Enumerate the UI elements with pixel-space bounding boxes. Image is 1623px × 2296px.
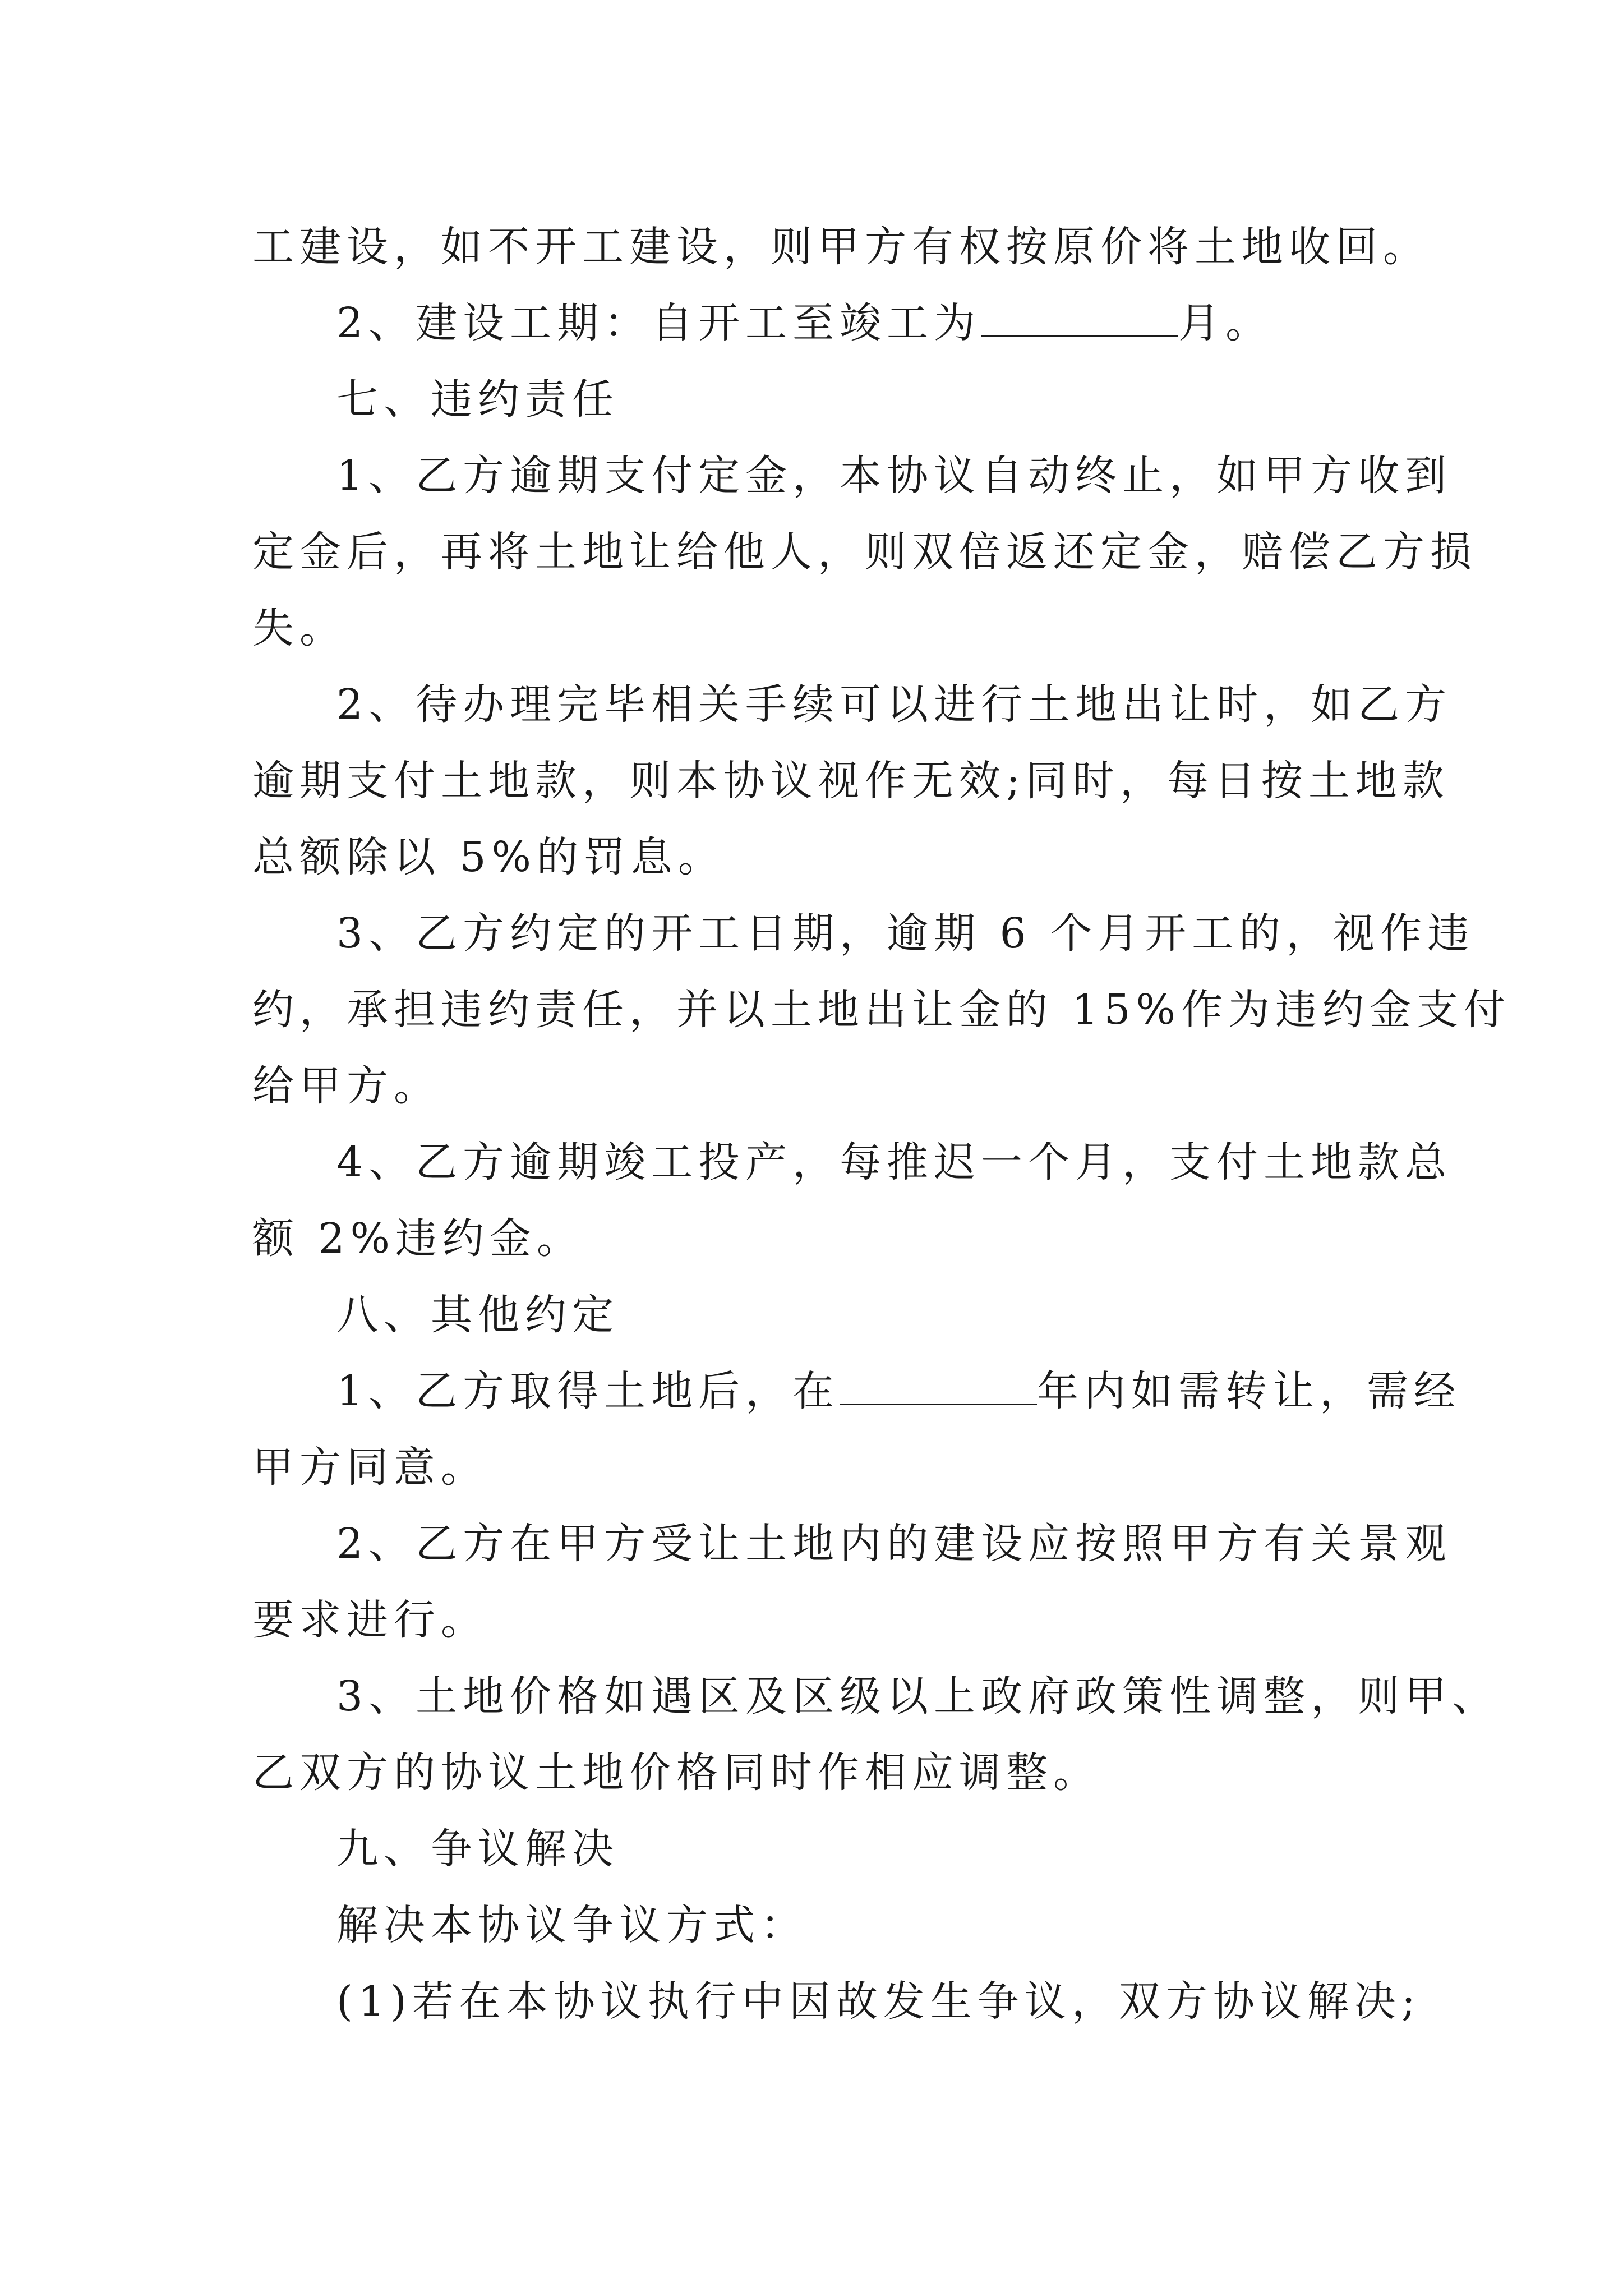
line-text: 年内如需转让，需经 [1037,1367,1461,1415]
paragraph-line: 总额除以 5%的罚息。 [252,833,725,881]
paragraph-line: 额 2%违约金。 [252,1214,584,1263]
paragraph-line: 2、乙方在甲方受让土地内的建设应按照甲方有关景观 [336,1520,1453,1568]
paragraph-line [252,1353,1461,1429]
line-text: 1、乙方取得土地后，在 [336,1367,840,1415]
section-heading: 七、违约责任 [336,375,619,424]
fill-in-blank[interactable] [981,301,1178,337]
line-text: 月。 [1178,299,1273,347]
paragraph-line: 甲方同意。 [252,1443,488,1492]
paragraph-line: 2、待办理完毕相关手续可以进行土地出让时，如乙方 [336,680,1453,729]
paragraph-line: 失。 [252,604,347,652]
paragraph-line: 给甲方。 [252,1062,441,1110]
paragraph-line: 要求进行。 [252,1596,488,1644]
paragraph-line: 约，承担违约责任，并以土地出让金的 15%作为违约金支付 [252,986,1511,1034]
paragraph-line: 4、乙方逾期竣工投产，每推迟一个月，支付土地款总 [336,1138,1453,1186]
paragraph-line: 工建设，如不开工建设，则甲方有权按原价将土地收回。 [252,223,1430,271]
fill-in-blank[interactable] [840,1369,1037,1405]
section-heading: 八、其他约定 [336,1291,619,1339]
paragraph-line: 逾期支付土地款，则本协议视作无效;同时，每日按土地款 [252,757,1450,805]
line-text: 2、建设工期：自开工至竣工为 [336,299,981,347]
paragraph-line: (1)若在本协议执行中因故发生争议，双方协议解决; [336,1977,1421,2026]
paragraph-line: 3、土地价格如遇区及区级以上政府政策性调整，则甲、 [336,1672,1500,1720]
paragraph-line: 定金后，再将土地让给他人，则双倍返还定金，赔偿乙方损 [252,528,1477,576]
paragraph-line: 1、乙方逾期支付定金，本协议自动终止，如甲方收到 [336,452,1453,500]
paragraph-line [252,285,1391,361]
section-heading: 九、争议解决 [336,1825,619,1873]
paragraph-line: 乙双方的协议土地价格同时作相应调整。 [252,1749,1100,1797]
paragraph-line: 3、乙方约定的开工日期，逾期 6 个月开工的，视作违 [336,909,1475,958]
document-page [252,209,1511,2040]
paragraph-line: 解决本协议争议方式： [336,1901,808,1949]
